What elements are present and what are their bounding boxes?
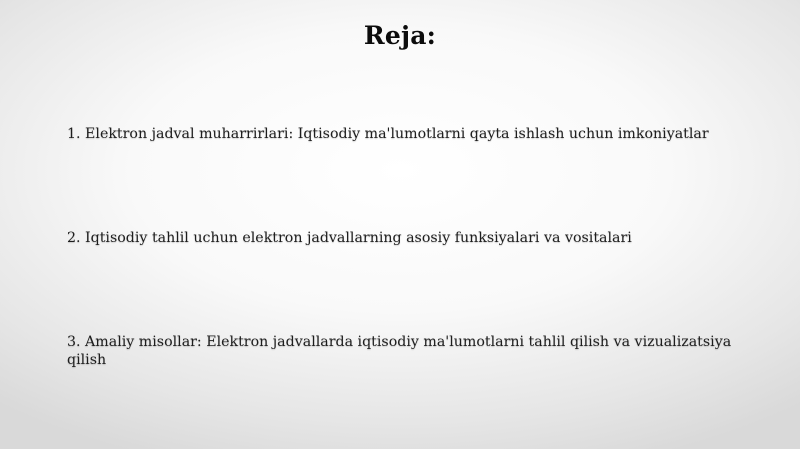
plan-item-1: 1. Elektron jadval muharrirlari: Iqtisodiy ma'lumotlarni qayta ishlash uchun imkoniyatlar [67, 126, 709, 142]
plan-item-2: 2. Iqtisodiy tahlil uchun elektron jadvallarning asosiy funksiyalari va vositalari [67, 230, 632, 246]
plan-item-3: 3. Amaliy misollar: Elektron jadvallarda iqtisodiy ma'lumotlarni tahlil qilish va vizualizatsiya qilish [67, 334, 732, 368]
slide-title: Reja: [363, 21, 437, 50]
